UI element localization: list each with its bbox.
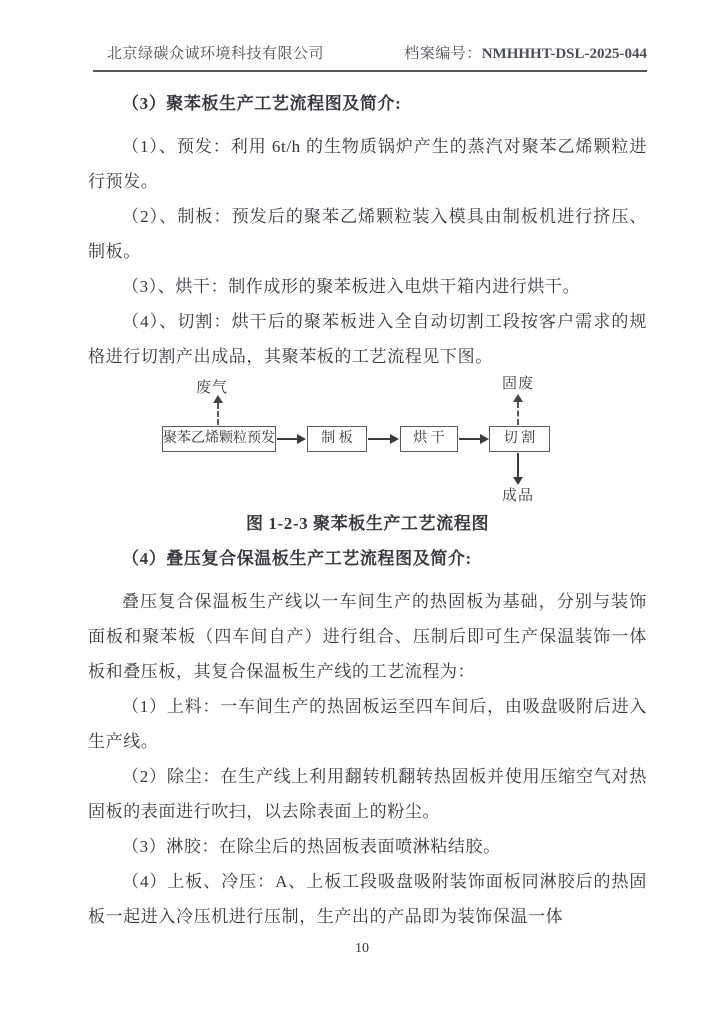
figure-caption: 图 1-2-3 聚苯板生产工艺流程图 [245,514,490,533]
laminated-board-intro-paragraph: 叠压复合保温板生产线以一车间生产的热固板为基础，分别与装饰面板和聚苯板（四车间自产）进行组合、压制后即可生产保温装饰一体板和叠压板，其复合保温板生产线的工艺流程为： [88,592,647,681]
waste-gas-label: 废气 [196,380,229,396]
step-cutting-paragraph: （4）、切割：烘干后的聚苯板进入全自动切割工段按客户需求的规格进行切割产出成品，其聚苯板的工艺流程见下图。 [88,312,647,366]
page-header [93,42,647,72]
flow-arrow-line-3 [459,438,480,440]
product-label: 成品 [502,488,535,504]
step-dedusting-paragraph: （2）除尘：在生产线上利用翻转机翻转热固板并使用压缩空气对热固板的表面进行吹扫，以去除表面上的粉尘。 [88,767,647,821]
flow-box-drying: 烘 干 [400,426,458,452]
step-glue-spraying-paragraph: （3）淋胶：在除尘后的热固板表面喷淋粘结胶。 [122,837,501,856]
process-flow-diagram [88,374,647,506]
product-arrow-line [517,453,519,477]
flow-arrowhead-3-icon [480,434,489,444]
step-board-making-paragraph: （2）、制板：预发后的聚苯乙烯颗粒装入模具由制板机进行挤压、制板。 [88,207,647,261]
section-heading-polystyrene: （3）聚苯板生产工艺流程图及简介: [122,94,402,113]
flow-arrowhead-2-icon [390,434,399,444]
header-company-name: 北京绿碳众诚环境科技有限公司 [107,46,325,62]
flow-box-cutting: 切 割 [489,426,550,452]
flow-box-prefoaming: 聚苯乙烯颗粒预发 [162,426,276,452]
step-prefoaming-paragraph: （1）、预发：利用 6t/h 的生物质锅炉产生的蒸汽对聚苯乙烯颗粒进行预发。 [88,137,647,191]
waste-gas-arrowhead-icon [213,395,223,403]
flow-arrow-line-1 [277,438,297,440]
step-cold-pressing-paragraph: （4）上板、冷压：A、上板工段吸盘吸附装饰面板同淋胶后的热固板一起进入冷压机进行压制，生产出的产品即为装饰保温一体 [88,872,647,926]
page-footer [0,941,724,957]
flow-arrow-line-2 [368,438,390,440]
flow-arrowhead-1-icon [297,434,306,444]
document-body [88,86,647,934]
section-heading-laminated-board: （4）叠压复合保温板生产工艺流程图及简介: [122,549,472,568]
solid-waste-arrowhead-icon [513,394,523,402]
flow-box-board-making: 制 板 [307,426,367,452]
solid-waste-arrow-line [517,402,519,425]
step-drying-paragraph: （3）、烘干：制作成形的聚苯板进入电烘干箱内进行烘干。 [122,277,581,296]
waste-gas-arrow-line [217,403,219,425]
step-loading-paragraph: （1）上料：一车间生产的热固板运至四车间后，由吸盘吸附后进入生产线。 [88,697,647,751]
page-number: 10 [355,941,369,956]
solid-waste-label: 固废 [502,376,535,392]
doc-number-value: NMHHHT-DSL-2025-044 [481,46,647,62]
header-doc-number [404,42,647,63]
doc-number-label: 档案编号： [404,46,482,62]
